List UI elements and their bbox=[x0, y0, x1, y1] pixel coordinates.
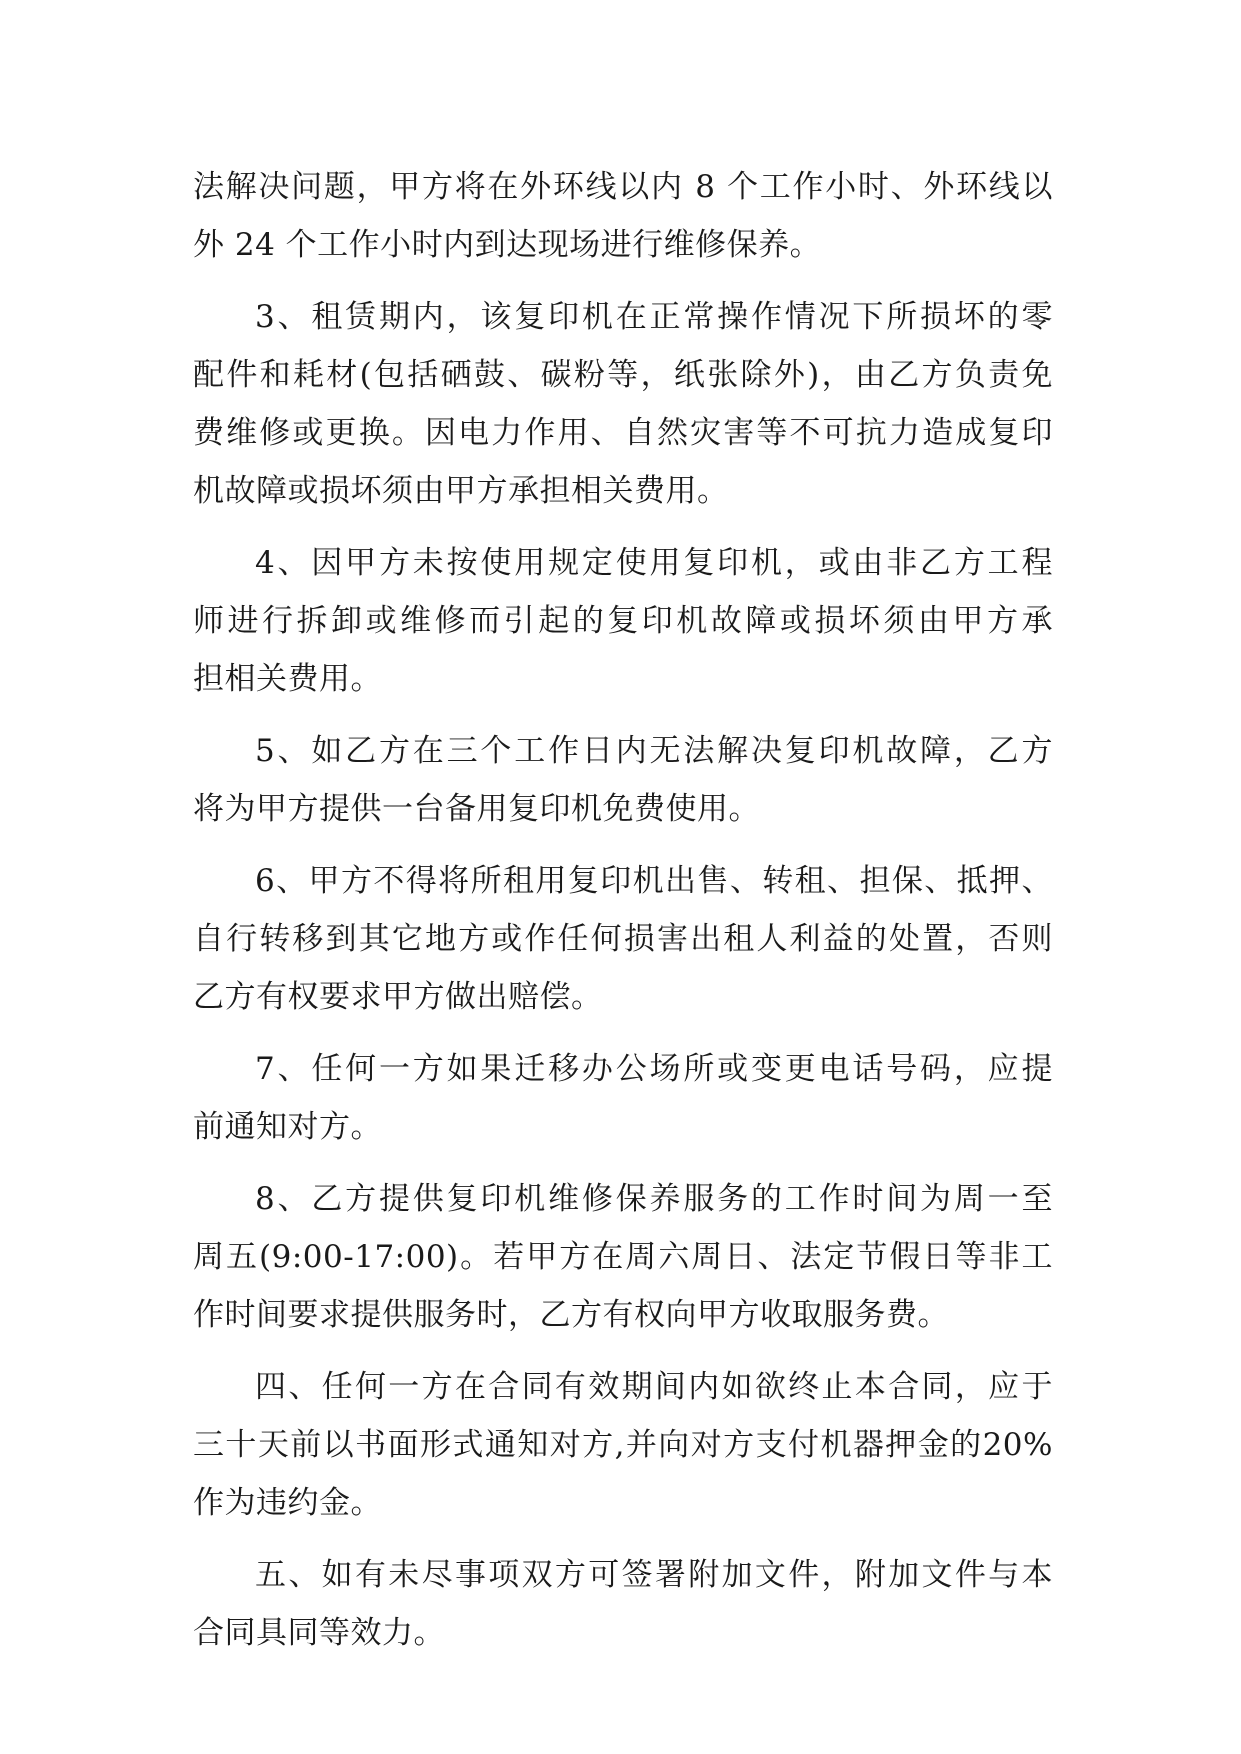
text-line: 8、乙方提供复印机维修保养服务的工作时间为周一至 bbox=[255, 1181, 1053, 1217]
text-line: 法解决问题，甲方将在外环线以内 8 个工作小时、外环线以 bbox=[193, 169, 1053, 205]
paragraph-section-4 bbox=[193, 1358, 1053, 1532]
text-line: 三十天前以书面形式通知对方,并向对方支付机器押金的20% bbox=[193, 1427, 1053, 1463]
paragraph-item-7 bbox=[193, 1040, 1053, 1156]
text-line: 配件和耗材(包括硒鼓、碳粉等，纸张除外)，由乙方负责免 bbox=[193, 357, 1053, 393]
text-line: 乙方有权要求甲方做出赔偿。 bbox=[193, 979, 603, 1015]
text-line: 周五(9:00-17:00)。若甲方在周六周日、法定节假日等非工 bbox=[193, 1239, 1053, 1275]
paragraph-section-5 bbox=[193, 1546, 1053, 1662]
text-line: 前通知对方。 bbox=[193, 1109, 382, 1145]
text-line: 担相关费用。 bbox=[193, 661, 382, 697]
text-line: 机故障或损坏须由甲方承担相关费用。 bbox=[193, 473, 729, 509]
text-line: 师进行拆卸或维修而引起的复印机故障或损坏须由甲方承 bbox=[193, 603, 1053, 639]
text-line: 五、如有未尽事项双方可签署附加文件，附加文件与本 bbox=[255, 1557, 1053, 1593]
text-line: 将为甲方提供一台备用复印机免费使用。 bbox=[193, 791, 760, 827]
text-line: 合同具同等效力。 bbox=[193, 1615, 445, 1651]
text-line: 作时间要求提供服务时，乙方有权向甲方收取服务费。 bbox=[193, 1297, 949, 1333]
paragraph-item-6 bbox=[193, 852, 1053, 1026]
paragraph-item-8 bbox=[193, 1170, 1053, 1344]
paragraph-continuation bbox=[193, 158, 1053, 274]
text-line: 3、租赁期内，该复印机在正常操作情况下所损坏的零 bbox=[255, 299, 1053, 335]
text-line: 自行转移到其它地方或作任何损害出租人利益的处置，否则 bbox=[193, 921, 1053, 957]
text-line: 外 24 个工作小时内到达现场进行维修保养。 bbox=[193, 227, 822, 263]
paragraph-item-5 bbox=[193, 722, 1053, 838]
paragraph-item-3 bbox=[193, 288, 1053, 520]
document-body bbox=[193, 158, 1053, 1662]
text-line: 费维修或更换。因电力作用、自然灾害等不可抗力造成复印 bbox=[193, 415, 1053, 451]
paragraph-item-4 bbox=[193, 534, 1053, 708]
text-line: 四、任何一方在合同有效期间内如欲终止本合同，应于 bbox=[255, 1369, 1053, 1405]
text-line: 5、如乙方在三个工作日内无法解决复印机故障，乙方 bbox=[255, 733, 1053, 769]
text-line: 作为违约金。 bbox=[193, 1485, 382, 1521]
text-line: 6、甲方不得将所租用复印机出售、转租、担保、抵押、 bbox=[255, 863, 1053, 899]
text-line: 4、因甲方未按使用规定使用复印机，或由非乙方工程 bbox=[255, 545, 1053, 581]
text-line: 7、任何一方如果迁移办公场所或变更电话号码，应提 bbox=[255, 1051, 1053, 1087]
